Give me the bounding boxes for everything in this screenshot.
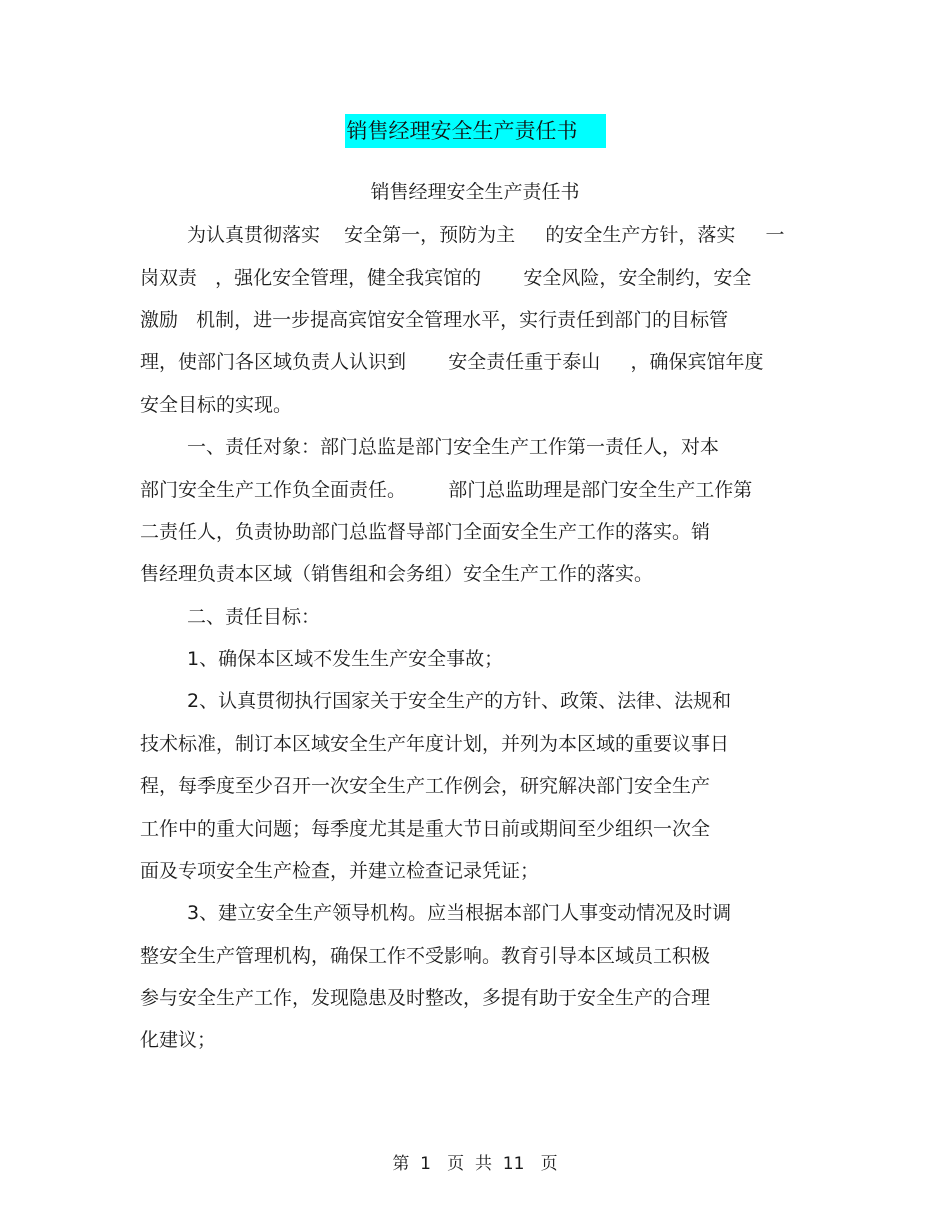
section-heading: 二、责任目标：	[187, 606, 321, 628]
body-line: 3、建立安全生产领导机构。应当根据本部门人事变动情况及时调	[187, 902, 732, 924]
body-line: 面及专项安全生产检查，并建立检查记录凭证；	[140, 860, 540, 882]
body-line: 化建议；	[140, 1029, 217, 1051]
page-number-footer: 第 1 页 共 11 页	[392, 1154, 558, 1174]
body-line: 激励 机制，进一步提高宾馆安全管理水平，实行责任到部门的目标管	[140, 309, 729, 331]
body-line: 岗双责 ，强化安全管理，健全我宾馆的 安全风险，安全制约，安全	[140, 267, 752, 289]
body-line: 2、认真贯彻执行国家关于安全生产的方针、政策、法律、法规和	[187, 690, 732, 712]
title-container	[0, 114, 950, 148]
body-line: 工作中的重大问题；每季度尤其是重大节日前或期间至少组织一次全	[140, 818, 711, 840]
body-line: 技术标准，制订本区域安全生产年度计划，并列为本区域的重要议事日	[140, 733, 730, 755]
body-line: 整安全生产管理机构，确保工作不受影响。教育引导本区域员工积极	[140, 945, 711, 967]
body-line: 二责任人，负责协助部门总监督导部门全面安全生产工作的落实。销	[140, 521, 711, 543]
body-line: 部门安全生产工作负全面责任。 部门总监助理是部门安全生产工作第	[140, 479, 753, 501]
body-line: 理，使部门各区域负责人认识到 安全责任重于泰山 ，确保宾馆年度	[140, 351, 764, 373]
body-line: 售经理负责本区域（销售组和会务组）安全生产工作的落实。	[140, 563, 654, 585]
body-line: 参与安全生产工作，发现隐患及时整改，多提有助于安全生产的合理	[140, 987, 711, 1009]
body-line: 一、责任对象：部门总监是部门安全生产工作第一责任人，对本	[187, 436, 720, 458]
body-line: 1、确保本区域不发生生产安全事故；	[187, 648, 504, 670]
body-line: 安全目标的实现。	[140, 394, 293, 416]
body-line: 为认真贯彻落实 安全第一，预防为主 的安全生产方针，落实 一	[187, 224, 785, 246]
document-subtitle: 销售经理安全生产责任书	[370, 181, 580, 203]
body-line: 程，每季度至少召开一次安全生产工作例会，研究解决部门安全生产	[140, 775, 711, 797]
document-title: 销售经理安全生产责任书	[345, 114, 606, 148]
